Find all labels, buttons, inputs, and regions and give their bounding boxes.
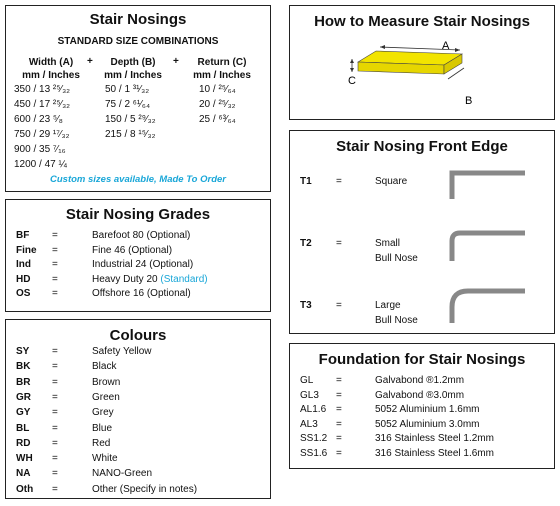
plus-sign: + [87,56,93,67]
equals-sign: = [52,422,58,434]
colour-code: RD [16,437,31,449]
grade-label [92,274,208,285]
foundation-code: SS1.2 [300,433,328,444]
grade-name: Offshore 16 (Optional) [92,288,191,299]
edge-label: Large [375,300,401,311]
size-value: 750 / 29 ¹⁷⁄₃₂ [14,129,70,140]
equals-sign: = [336,418,342,430]
equals-sign: = [336,375,342,386]
size-combinations-panel [5,5,271,192]
square-edge-icon [452,173,525,199]
equals-sign: = [336,389,342,401]
colour-label: Green [92,391,120,403]
colour-code: SY [16,346,30,357]
equals-sign: = [336,300,342,311]
size-value: 600 / 23 ⁵⁄₈ [14,114,63,125]
width-header: Width (A) mm / Inches [22,57,80,81]
depth-header: Depth (B) mm / Inches [104,57,162,81]
foundation-label: Galvabond ®1.2mm [375,375,465,386]
grade-code: OS [16,288,31,299]
measure-title: How to Measure Stair Nosings [314,13,530,30]
grade-label [92,259,193,270]
edge-label-line2: Bull Nose [375,315,418,326]
size-value: 50 / 1 ³¹⁄₃₂ [105,84,150,95]
colour-label: Brown [92,376,121,388]
colour-code: NA [16,468,31,480]
grade-label [92,230,190,241]
colour-label: Black [92,361,117,373]
size-value: 150 / 5 ²⁹⁄₃₂ [105,114,156,125]
colour-code: WH [16,453,33,465]
sizes-title: Stair Nosings [89,11,187,28]
grade-label [92,288,191,299]
equals-sign: = [52,259,58,270]
grade-code: HD [16,273,31,285]
edge-code: T2 [300,238,312,249]
edge-code: T1 [300,176,312,187]
foundation-title: Foundation for Stair Nosings [318,351,526,368]
custom-sizes-note: Custom sizes available, Made To Order [50,174,226,185]
front-edge-panel [289,130,555,334]
foundation-code: AL1.6 [300,404,327,415]
size-value: 450 / 17 ²⁵⁄₃₂ [14,99,71,110]
foundation-code: SS1.6 [300,447,328,459]
foundation-code: GL [300,375,314,386]
return-header: Return (C) mm / Inches [193,57,251,81]
size-value: 20 / ²⁵⁄₃₂ [199,99,236,110]
equals-sign: = [52,244,58,256]
edge-code: T3 [300,300,312,311]
equals-sign: = [336,447,342,459]
standard-tag: (Standard) [160,273,208,285]
equals-sign: = [336,404,342,415]
grades-title: Stair Nosing Grades [65,206,211,223]
equals-sign: = [52,230,58,241]
nosing-diagram [290,6,556,121]
size-value: 10 / ²⁵⁄₆₄ [199,84,236,95]
grade-label [92,245,172,256]
equals-sign: = [336,238,342,249]
equals-sign: = [52,288,58,299]
colour-label: Grey [92,407,114,419]
colour-label: NANO-Green [92,468,153,480]
foundation-label: Galvabond ®3.0mm [375,389,465,401]
foundation-label: 5052 Aluminium 1.6mm [375,404,480,415]
equals-sign: = [336,433,342,444]
grades-panel [5,199,271,312]
size-value: 75 / 2 ⁶¹⁄₆₄ [105,99,151,110]
equals-sign: = [52,437,58,449]
colours-title: Colours [109,327,167,344]
grade-code: Fine [16,244,37,256]
colour-label: White [92,453,118,465]
grade-name: Industrial 24 (Optional) [92,259,194,270]
equals-sign: = [52,346,58,357]
size-value: 25 / ⁶³⁄₆₄ [199,114,236,125]
equals-sign: = [52,407,58,419]
colour-label: Other (Specify in notes) [92,483,198,495]
colour-code: BK [16,361,31,373]
grade-code: Ind [16,259,31,270]
plus-sign: + [173,56,179,67]
equals-sign: = [52,273,58,285]
edge-label-line2: Bull Nose [375,253,418,264]
edge-label: Small [375,238,401,249]
colours-panel [5,319,271,499]
front-edge-title: Stair Nosing Front Edge [336,138,508,155]
colour-code: Oth [16,483,34,495]
edge-profiles [290,131,556,335]
small-bullnose-icon [452,233,525,261]
measure-panel [289,5,555,120]
label-a: A [442,40,450,52]
equals-sign: = [336,176,342,187]
foundation-panel [289,343,555,469]
grade-name: Heavy Duty 20 [92,273,158,285]
grade-name: Barefoot 80 (Optional) [92,230,191,241]
equals-sign: = [52,361,58,373]
label-b: B [465,95,473,107]
foundation-code: AL3 [300,418,318,430]
colour-code: BR [16,376,31,388]
grade-code: BF [16,230,30,241]
colour-label: Safety Yellow [92,346,152,357]
size-value: 215 / 8 ¹⁵⁄₃₂ [105,129,156,140]
size-value: 900 / 35 ⁷⁄₁₆ [14,144,66,155]
equals-sign: = [52,391,58,403]
equals-sign: = [52,376,58,388]
size-value: 1200 / 47 ¼ [14,159,67,170]
label-c: C [348,75,356,87]
large-bullnose-icon [452,291,525,323]
size-value: 350 / 13 ²⁵⁄₃₂ [14,84,71,95]
equals-sign: = [52,468,58,480]
colour-label: Blue [92,422,113,434]
equals-sign: = [52,483,58,495]
colour-code: BL [16,422,30,434]
edge-label: Square [375,176,408,187]
foundation-label: 316 Stainless Steel 1.2mm [375,433,494,444]
foundation-label: 316 Stainless Steel 1.6mm [375,447,494,459]
foundation-code: GL3 [300,389,319,401]
sizes-subtitle: STANDARD SIZE COMBINATIONS [57,36,219,47]
colour-label: Red [92,437,111,449]
foundation-label: 5052 Aluminium 3.0mm [375,418,480,430]
colour-code: GR [16,391,31,403]
grade-name: Fine 46 (Optional) [92,244,173,256]
colour-code: GY [16,407,31,419]
equals-sign: = [52,453,58,465]
